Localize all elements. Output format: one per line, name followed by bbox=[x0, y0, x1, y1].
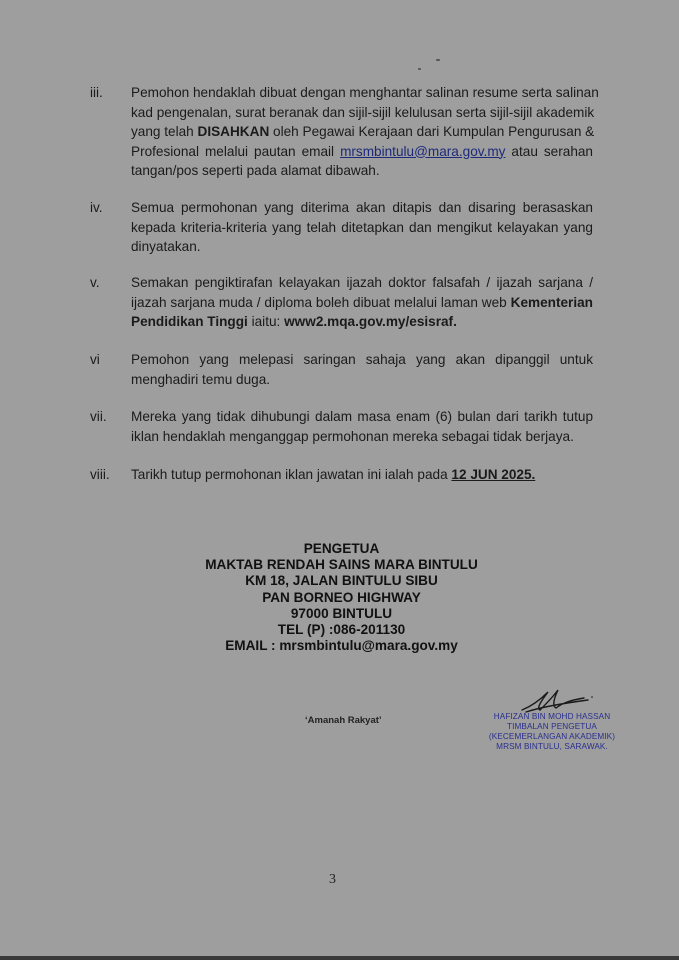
text-line bbox=[131, 312, 593, 332]
address-line: PAN BORNEO HIGHWAY bbox=[262, 589, 421, 605]
text-segment: . bbox=[531, 467, 536, 482]
official-stamp bbox=[488, 712, 616, 752]
address-line: MAKTAB RENDAH SAINS MARA BINTULU bbox=[205, 557, 478, 573]
item-text bbox=[131, 350, 593, 389]
text-line: kad pengenalan, surat beranak dan sijil-sijil kelulusan serta sijil-sijil akademik bbox=[131, 104, 595, 120]
item-text bbox=[131, 407, 593, 446]
item-text bbox=[131, 83, 599, 181]
stamp-department: (KECEMERLANGAN AKADEMIK) bbox=[488, 732, 616, 741]
text-line bbox=[131, 122, 593, 142]
stamp-name: HAFIZAN BIN MOHD HASSAN bbox=[493, 712, 611, 721]
text-line bbox=[131, 142, 593, 162]
text-segment: Tarikh tutup permohonan iklan jawatan ini ialah pada bbox=[131, 467, 452, 482]
text-segment: iaitu: bbox=[247, 314, 285, 329]
item-number: v. bbox=[90, 275, 100, 290]
item-number: iii. bbox=[90, 85, 103, 100]
motto: ‘Amanah Rakyat’ bbox=[305, 715, 382, 726]
text-line: Semakan pengiktirafan kelayakan ijazah doktor falsafah / ijazah sarjana / bbox=[131, 275, 593, 290]
text-line: Semua permohonan yang diterima akan ditapis dan disaring berasaskan bbox=[131, 200, 593, 215]
text-line: menghadiri temu duga. bbox=[131, 371, 271, 387]
stamp-institution: MRSM BINTULU, SARAWAK. bbox=[496, 742, 608, 751]
text-line: Mereka yang tidak dihubungi dalam masa enam (6) bulan dari tarikh tutup bbox=[131, 409, 593, 424]
address-line: 97000 BINTULU bbox=[290, 605, 393, 621]
scan-speck bbox=[418, 68, 421, 70]
emphasis-pendidikan-tinggi: Pendidikan Tinggi bbox=[131, 314, 248, 329]
item-number: iv. bbox=[90, 200, 103, 215]
item-text bbox=[131, 198, 593, 257]
item-number: vi bbox=[90, 352, 100, 367]
text-line bbox=[131, 293, 593, 313]
item-number: vii. bbox=[90, 409, 107, 424]
text-line: Pemohon hendaklah dibuat dengan menghantar salinan resume serta salinan bbox=[131, 85, 599, 100]
address-telephone: TEL (P) :086-201130 bbox=[277, 622, 406, 638]
scan-bottom-edge bbox=[0, 956, 679, 960]
text-segment: yang telah bbox=[131, 124, 198, 139]
text-segment: ijazah sarjana muda / diploma boleh dibuat melalui laman web bbox=[131, 294, 511, 310]
text-line: Pemohon yang melepasi saringan sahaja yang akan dipanggil untuk bbox=[131, 352, 593, 367]
emphasis-disahkan: DISAHKAN bbox=[197, 124, 270, 139]
text-line: kepada kriteria-kriteria yang telah ditetapkan dan mengikut kelayakan yang bbox=[131, 219, 593, 235]
email-link[interactable]: mrsmbintulu@mara.gov.my bbox=[340, 143, 506, 159]
text-segment: Profesional melalui pautan email bbox=[131, 143, 341, 159]
page-number: 3 bbox=[329, 872, 336, 887]
emphasis-kementerian: Kementerian bbox=[510, 294, 593, 310]
text-line bbox=[131, 465, 593, 485]
item-text bbox=[131, 273, 593, 332]
scan-speck bbox=[436, 59, 440, 61]
text-segment: oleh Pegawai Kerajaan dari Kumpulan Pengurusan & bbox=[269, 124, 595, 139]
address-email: EMAIL : mrsmbintulu@mara.gov.my bbox=[225, 638, 458, 654]
address-title: PENGETUA bbox=[303, 541, 380, 556]
text-segment: atau serahan bbox=[505, 143, 593, 159]
item-text bbox=[131, 465, 593, 485]
stamp-position: TIMBALAN PENGETUA bbox=[507, 722, 597, 731]
address-block bbox=[0, 541, 679, 654]
closing-date: 12 JUN 2025 bbox=[451, 467, 532, 482]
website-url: www2.mqa.gov.my/esisraf. bbox=[284, 314, 457, 329]
address-line: KM 18, JALAN BINTULU SIBU bbox=[245, 573, 438, 589]
item-number: viii. bbox=[90, 467, 110, 482]
text-line: dinyatakan. bbox=[131, 239, 201, 254]
text-line: iklan hendaklah menganggap permohonan mereka sebagai tidak berjaya. bbox=[131, 428, 574, 444]
text-line: tangan/pos seperti pada alamat dibawah. bbox=[131, 163, 380, 178]
